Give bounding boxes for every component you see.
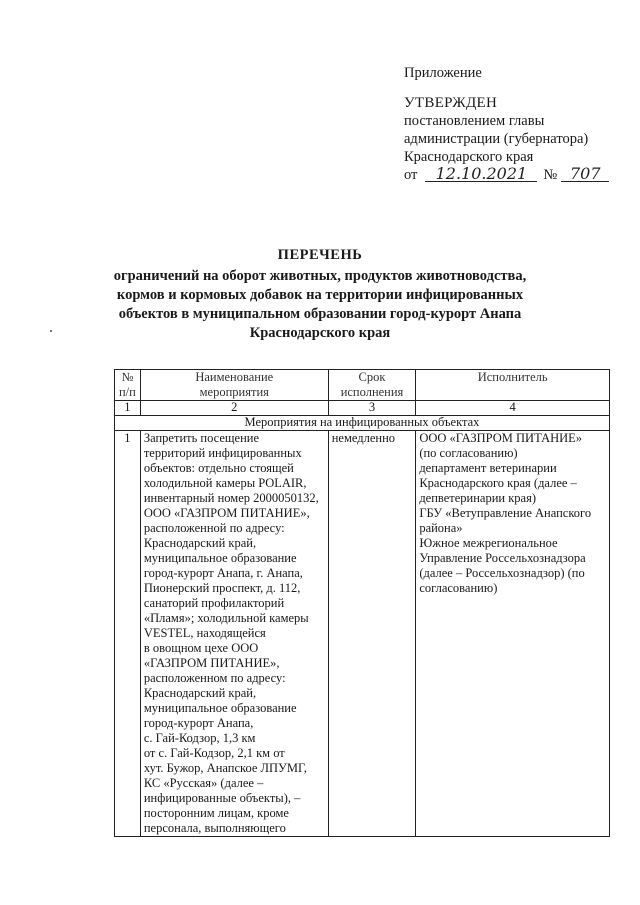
measure-line: хут. Бужор, Анапское ЛПУМГ, — [143, 761, 307, 775]
header-executor: Исполнитель — [416, 370, 610, 401]
approval-date-line — [404, 166, 609, 184]
measure-line: холодильной камеры POLAIR, — [143, 476, 307, 490]
executor-line: депветеринарии края) — [419, 491, 537, 505]
header-number: № п/п — [115, 370, 141, 401]
appendix-label: Приложение — [404, 65, 482, 81]
executor-line: Краснодарского края (далее – — [419, 476, 577, 490]
executor-line: ООО «ГАЗПРОМ ПИТАНИЕ» — [419, 431, 583, 445]
column-number-1: 1 — [115, 401, 141, 416]
measure-line: «Пламя»; холодильной камеры — [143, 611, 309, 625]
scan-speck — [50, 330, 52, 332]
header-measure: Наименование мероприятия — [140, 370, 328, 401]
executor-line: Южное межрегиональное — [419, 536, 558, 550]
measure-line: от с. Гай-Кодзор, 2,1 км от — [143, 746, 285, 760]
column-number-3: 3 — [328, 401, 416, 416]
approval-block — [404, 64, 609, 184]
restrictions-table — [114, 369, 610, 837]
measure-line: инвентарный номер 2000050132, — [143, 491, 319, 505]
measure-line: территорий инфицированных — [143, 446, 302, 460]
measure-line: посторонним лицам, кроме — [143, 806, 289, 820]
measure-line: ООО «ГАЗПРОМ ПИТАНИЕ», — [143, 506, 310, 520]
measure-line: Краснодарский край, — [143, 536, 257, 550]
measure-line: в овощном цехе ООО — [143, 641, 259, 655]
deadline-cell: немедленно — [328, 431, 416, 837]
measure-line: муниципальное образование — [143, 701, 297, 715]
measure-line: КС «Русская» (далее – — [143, 776, 264, 790]
table-row — [115, 431, 610, 837]
number-label: № — [543, 167, 558, 183]
executor-line: (далее – Россельхознадзор) (по — [419, 566, 585, 580]
measure-line: Пионерский проспект, д. 112, — [143, 581, 301, 595]
title-line-3: объектов в муниципальном образовании город-курорт Анапа — [118, 306, 522, 322]
executor-line: департамент ветеринарии — [419, 461, 557, 475]
document-title — [100, 246, 540, 343]
executor-line: ГБУ «Ветуправление Анапского — [419, 506, 592, 520]
approval-line-2: администрации (губернатора) — [404, 131, 589, 147]
measure-line: объектов: отдельно стоящей — [143, 461, 294, 475]
title-heading: ПЕРЕЧЕНЬ — [277, 247, 363, 263]
title-line-4: Краснодарского края — [249, 325, 391, 341]
measure-line: инфицированные объекты), – — [143, 791, 301, 805]
measure-line: персонала, выполняющего — [143, 821, 286, 835]
column-number-2: 2 — [140, 401, 328, 416]
measure-cell — [140, 431, 328, 837]
measure-line: расположенном по адресу: — [143, 671, 286, 685]
measure-line: «ГАЗПРОМ ПИТАНИЕ», — [143, 656, 280, 670]
executor-line: (по согласованию) — [419, 446, 518, 460]
approved-label: УТВЕРЖДЕН — [404, 95, 498, 111]
measure-line: муниципальное образование — [143, 551, 297, 565]
table-header-row — [115, 370, 610, 401]
section-title: Мероприятия на инфицированных объектах — [115, 416, 610, 431]
column-number-4: 4 — [416, 401, 610, 416]
executor-line: согласованию) — [419, 581, 498, 595]
title-line-1: ограничений на оборот животных, продуктов животноводства, — [113, 268, 527, 284]
measure-line: Краснодарский край, — [143, 686, 257, 700]
header-deadline: Срок исполнения — [328, 370, 416, 401]
row-number: 1 — [115, 431, 141, 837]
measure-line: с. Гай-Кодзор, 1,3 км — [143, 731, 256, 745]
measure-line: город-курорт Анапа, г. Анапа, — [143, 566, 303, 580]
approval-line-1: постановлением главы — [404, 113, 545, 129]
executor-line: Управление Россельхознадзора — [419, 551, 586, 565]
title-line-2: кормов и кормовых добавок на территории инфицированных — [116, 287, 524, 303]
measure-line: расположенной по адресу: — [143, 521, 285, 535]
measure-line: VESTEL, находящейся — [143, 626, 266, 640]
measure-line: санаторий профилакторий — [143, 596, 285, 610]
executor-line: района» — [419, 521, 463, 535]
from-label: от — [404, 167, 418, 183]
handwritten-number: 707 — [561, 166, 609, 182]
measure-line: Запретить посещение — [143, 431, 260, 445]
handwritten-date: 12.10.2021 — [425, 166, 537, 182]
executor-cell — [416, 431, 610, 837]
column-number-row — [115, 401, 610, 416]
section-row — [115, 416, 610, 431]
measure-line: город-курорт Анапа, — [143, 716, 254, 730]
approval-line-3: Краснодарского края — [404, 149, 534, 165]
